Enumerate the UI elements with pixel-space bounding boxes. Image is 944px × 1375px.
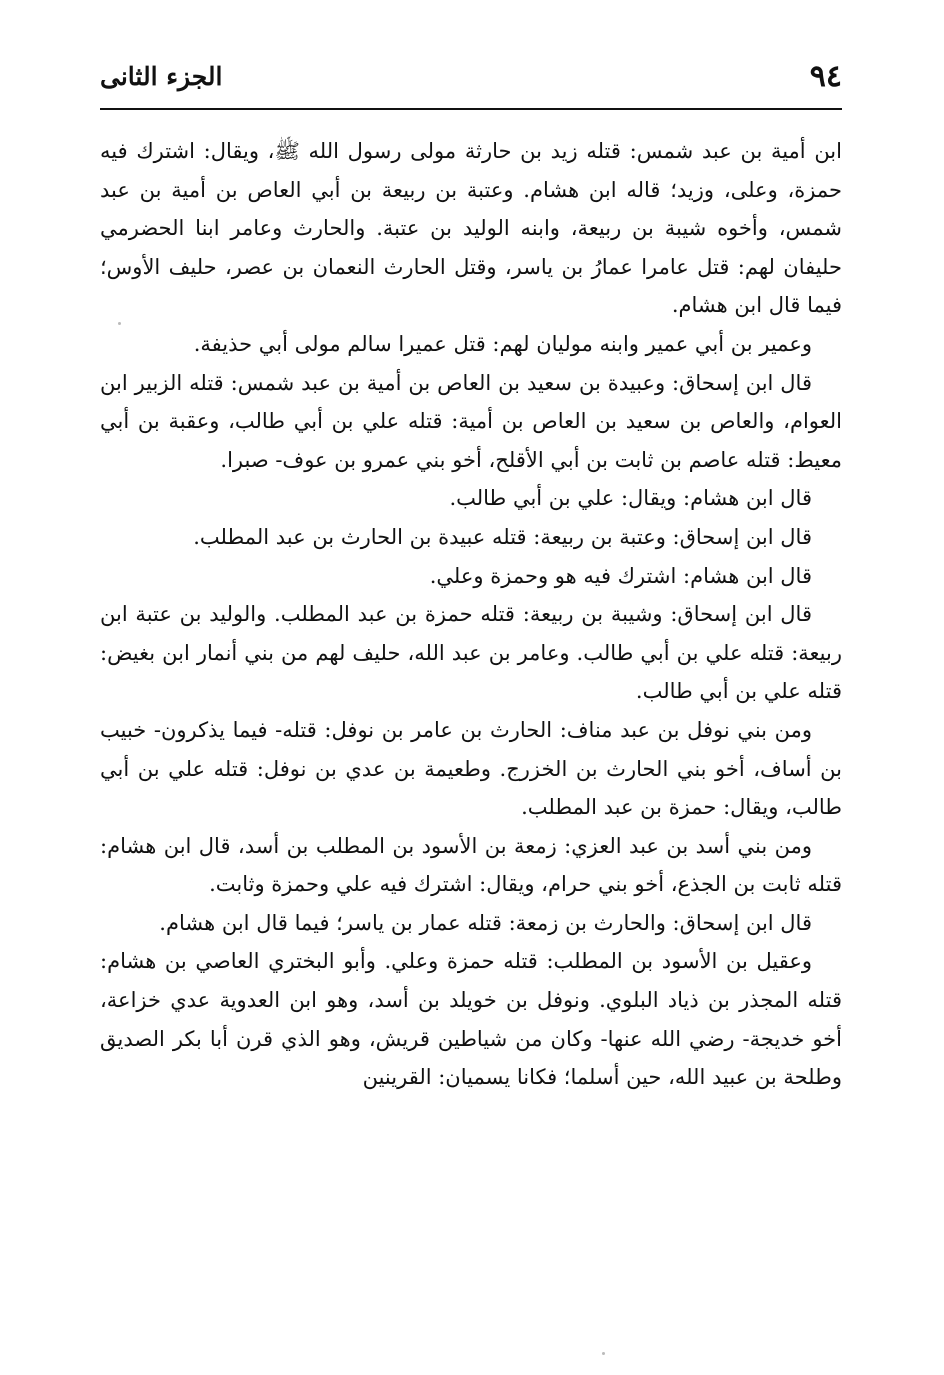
paragraph-8: ومن بني نوفل بن عبد مناف: الحارث بن عامر بن نوفل: قتله- فيما يذكرون- خبيب بن أساف، أخو بني الحارث بن الخزرج. وطعيمة بن عدي بن نوفل: قتله علي بن أبي طالب، ويقال: حمزة بن عبد المطلب.	[100, 717, 842, 820]
paragraph-9: ومن بني أسد بن عبد العزي: زمعة بن الأسود بن المطلب بن أسد، قال ابن هشام: قتله ثابت بن الجذع، أخو بني حرام، ويقال: اشترك فيه علي وحمزة وثابت.	[100, 833, 842, 897]
paragraph-4: قال ابن هشام: ويقال: علي بن أبي طالب.	[449, 486, 812, 511]
paragraph-11: وعقيل بن الأسود بن المطلب: قتله حمزة وعلي. وأبو البختري العاصي بن هشام: قتله المجذر بن ذياد البلوي. ونوفل بن خويلد بن أسد، وهو ابن العدوية عدي خزاعة، أخو خديجة- رضي الله عنها- وكان من شياطين قريش، وهو الذي قرن أبا بكر الصديق وطلحة بن عبيد الله، حين أسلما؛ فكانا يسميان: القرينين	[100, 949, 842, 1090]
page-number: ٩٤	[809, 59, 842, 94]
paragraph-7: قال ابن إسحاق: وشيبة بن ربيعة: قتله حمزة بن عبد المطلب. والوليد بن عتبة ابن ربيعة: قتله علي بن أبي طالب. وعامر بن عبد الله، حليف لهم من بني أنمار ابن بغيض: قتله علي بن أبي طالب.	[100, 602, 842, 704]
page-header	[100, 58, 842, 98]
paragraph-1: ابن أمية بن عبد شمس: قتله زيد بن حارثة مولى رسول الله ﷺ، ويقال: اشترك فيه حمزة، وعلى، وزيد؛ قاله ابن هشام. وعتبة بن ربيعة بن أبي العاص بن أمية بن عبد شمس، وأخوه شيبة بن ربيعة، وابنه الوليد بن عتبة. والحارث وعامر ابنا الحضرمي حليفان لهم: قتل عامرا عمارُ بن ياسر، وقتل الحارث النعمان بن عصر، حليف الأوس؛ فيما قال ابن هشام.	[100, 139, 842, 318]
scan-speck	[602, 1352, 605, 1355]
paragraph-3: قال ابن إسحاق: وعبيدة بن سعيد بن العاص بن أمية بن عبد شمس: قتله الزبير ابن العوام، والعاص بن سعيد بن العاص بن أمية: قتله علي بن أبي طالب، وعقبة بن أبي معيط: قتله عاصم بن ثابت بن أبي الأقلح، أخو بني عمرو بن عوف- صبرا.	[100, 370, 842, 472]
paragraph-5: قال ابن إسحاق: وعتبة بن ربيعة: قتله عبيدة بن الحارث بن عبد المطلب.	[193, 524, 812, 549]
page-body	[100, 132, 842, 1097]
paragraph-2: وعمير بن أبي عمير وابنه موليان لهم: قتل عميرا سالم مولى أبي حذيفة.	[193, 331, 812, 356]
scan-speck	[118, 322, 121, 325]
header-divider	[100, 108, 842, 110]
running-title: الجزء الثانى	[100, 62, 223, 91]
paragraph-10: قال ابن إسحاق: والحارث بن زمعة: قتله عمار بن ياسر؛ فيما قال ابن هشام.	[159, 910, 812, 935]
paragraph-6: قال ابن هشام: اشترك فيه هو وحمزة وعلي.	[429, 563, 812, 588]
